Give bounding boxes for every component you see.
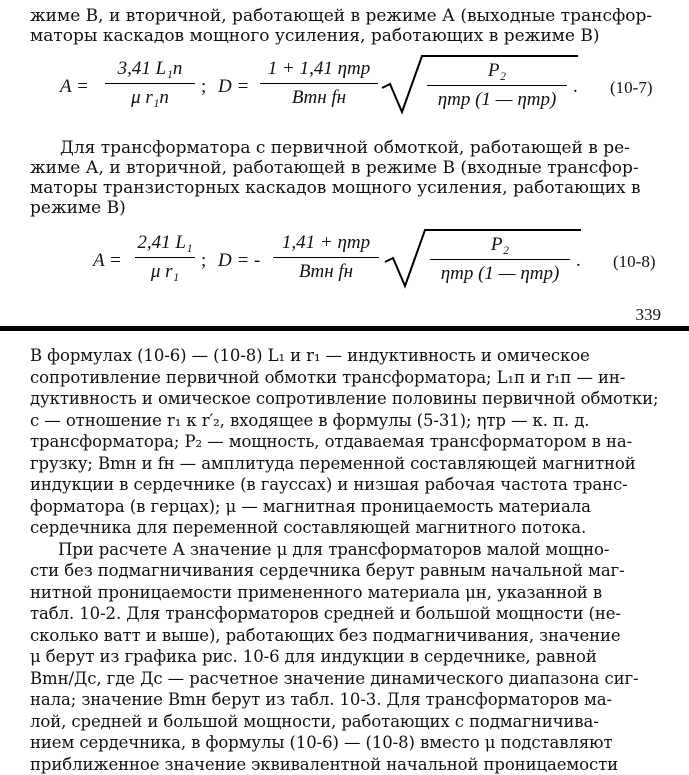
page-340-fragment <box>0 331 689 750</box>
text-line: режиме В) <box>30 198 677 218</box>
formula-d-fraction <box>260 58 378 109</box>
formula-d-numerator: 1,41 + ηтр <box>273 232 379 257</box>
text-line: трансформатора; P₂ — мощность, отдаваемая трансформатором в на- <box>30 431 679 453</box>
text-line: табл. 10-2. Для трансформаторов средней и большой мощности (не- <box>30 603 679 625</box>
text-line: сопротивление первичной обмотки трансформатора; L₁п и r₁п — ин- <box>30 367 679 389</box>
formula-d-denominator: Bmн fн <box>260 84 378 109</box>
formula-separator: ; <box>201 250 206 272</box>
text-line: маторы каскадов мощного усиления, работающих в режиме В) <box>30 26 677 46</box>
text-line: жиме А, и вторичной, работающей в режиме В (входные трансфор- <box>30 158 677 178</box>
text-line: форматора (в герцах); μ — магнитная проницаемость материала <box>30 496 679 518</box>
text-line: Для трансформатора с первичной обмоткой, работающей в ре- <box>30 138 677 158</box>
text-line: При расчете А значение μ для трансформаторов малой мощно- <box>30 539 679 561</box>
formula-period: . <box>573 76 578 98</box>
text-line: приближенное значение эквивалентной начальной проницаемости <box>30 754 679 775</box>
paragraph-input-transformers <box>30 138 677 218</box>
text-line: нала; значение Bmн берут из табл. 10-3. Для трансформаторов ма- <box>30 689 679 711</box>
formula-radicand-fraction <box>427 60 567 111</box>
formula-a-denominator: μ r₁п <box>105 84 195 109</box>
formula-a-lhs: A = <box>60 76 89 98</box>
text-line: μ берут из графика рис. 10-6 для индукции в сердечнике, равной <box>30 646 679 668</box>
formula-d-numerator: 1 + 1,41 ηтр <box>260 58 378 83</box>
formula-a-numerator: 2,41 L₁ <box>135 232 195 257</box>
formula-radicand-denominator: ηтр (1 — ηтр) <box>430 260 570 285</box>
paragraph-notation <box>30 345 679 775</box>
text-line: В формулах (10-6) — (10-8) L₁ и r₁ — индуктивность и омическое <box>30 345 679 367</box>
formula-separator: ; <box>201 76 206 98</box>
text-line: маторы транзисторных каскадов мощного усиления, работающих в <box>30 178 677 198</box>
text-line: сколько ватт и выше), работающих без подмагничивания, значение <box>30 625 679 647</box>
text-line: сти без подмагничивания сердечника берут равным начальной маг- <box>30 560 679 582</box>
text-line: дуктивность и омическое сопротивление половины первичной обмотки; <box>30 388 679 410</box>
formula-a-denominator: μ r₁ <box>135 258 195 283</box>
equation-number: (10-8) <box>613 252 655 272</box>
formula-a-fraction <box>135 232 195 283</box>
text-line: нитной проницаемости примененного материала μн, указанной в <box>30 582 679 604</box>
formula-d-denominator: Bmн fн <box>273 258 379 283</box>
page-339-fragment <box>0 0 689 326</box>
text-line: сердечника для переменной составляющей магнитного потока. <box>30 517 679 539</box>
formula-a-fraction <box>105 58 195 109</box>
formula-period: . <box>576 250 581 272</box>
formula-a-numerator: 3,41 L₁п <box>105 58 195 83</box>
formula-d-lhs: D = <box>218 76 249 98</box>
text-line: нием сердечника, в формулы (10-6) — (10-8) вместо μ подставляют <box>30 732 679 754</box>
formula-radicand-numerator: P₂ <box>427 60 567 85</box>
text-line: лой, средней и большой мощности, работающих с подмагничива- <box>30 711 679 733</box>
formula-a-lhs: A = <box>93 250 122 272</box>
text-line: Bmн/Дс, где Дс — расчетное значение динамического диапазона сиг- <box>30 668 679 690</box>
formula-d-fraction <box>273 232 379 283</box>
equation-number: (10-7) <box>610 78 652 98</box>
paragraph-output-transformers <box>30 6 677 46</box>
formula-10-7 <box>55 58 675 118</box>
text-line: c — отношение r₁ к r′₂, входящее в формулы (5-31); ηтр — к. п. д. <box>30 410 679 432</box>
text-line: грузку; Bmн и fн — амплитуда переменной составляющей магнитной <box>30 453 679 475</box>
page-number: 339 <box>636 305 662 325</box>
formula-radicand-fraction <box>430 234 570 285</box>
text-line: индукции в сердечнике (в гауссах) и низшая рабочая частота транс- <box>30 474 679 496</box>
formula-d-lhs: D = - <box>218 250 260 272</box>
formula-radicand-numerator: P₂ <box>430 234 570 259</box>
formula-10-8 <box>55 232 675 292</box>
formula-radicand-denominator: ηтр (1 — ηтр) <box>427 86 567 111</box>
text-line: жиме В, и вторичной, работающей в режиме А (выходные трансфор- <box>30 6 677 26</box>
